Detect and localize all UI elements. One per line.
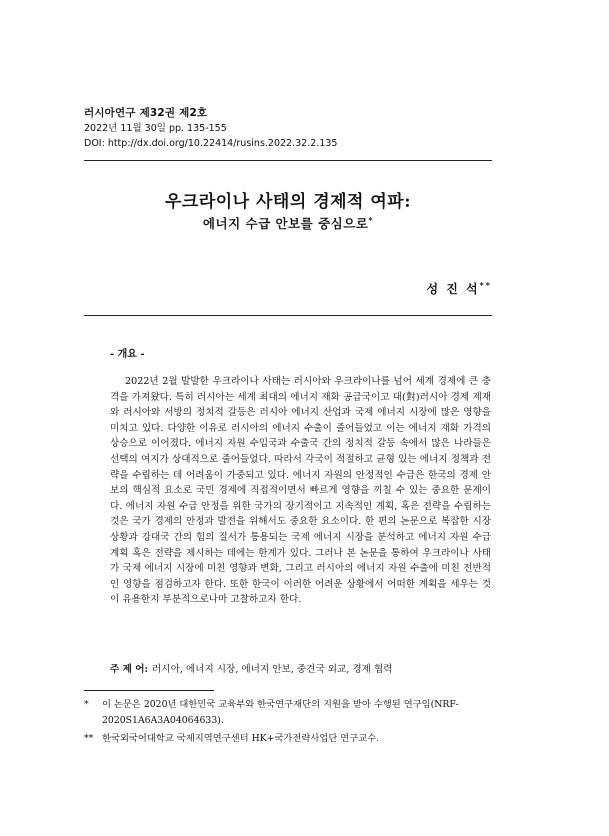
top-divider xyxy=(84,160,492,161)
abstract-body xyxy=(110,374,491,608)
footnote-divider xyxy=(84,690,214,691)
journal-name: 러시아연구 제32권 제2호 xyxy=(84,107,208,119)
footnote-affiliation xyxy=(84,731,494,747)
author-text: 성 진 석 xyxy=(426,282,480,296)
footnote-mark: * xyxy=(84,699,89,710)
abstract-paragraph: 2022년 2월 발발한 우크라이나 사태는 러시아와 우크라이나를 넘어 세계 경제에 큰 충격을 가져왔다. 특히 러시아는 세계 최대의 에너지 재화 공급국이고 대(對)러시아 경제 제재와 러시아와 서방의 정치적 갈등은 러시아 에너지 산업과 국제 에너지 시장에 많은 영향을 미치고 있다. 다양한 이유로 러시아의 에너지 수출이 줄어들었고 이는 에너지 재화 가격의 상승으로 이어졌다. 에너지 자원 수입국과 수출국 간의 정치적 갈등 속에서 많은 나라들은 선택의 여지가 상대적으로 줄어들었다. 따라서 각국이 적절하고 균형 있는 에너지 정책과 전략을 수립하는 데 어려움이 가중되고 있다. 에너지 자원의 안정적인 수급은 한국의 경제 안보의 핵심적 요소로 국민 경제에 직접적이면서 빠르게 영향을 끼칠 수 있는 중요한 문제이다. 에너지 자원 수급 안정을 위한 국가의 장기적이고 지속적인 계획, 혹은 전략을 수립하는 것은 국가 경제의 안정과 발전을 위해서도 중요한 요소이다. 한 편의 논문으로 복잡한 시장 상황과 강대국 간의 힘의 질서가 통용되는 국제 에너지 시장을 분석하고 에너지 자원 수급 계획 혹은 전략을 제시하는 데에는 한계가 있다. 그러나 본 논문을 통하여 우크라이나 사태가 국제 에너지 시장에 미친 영향과 변화, 그리고 러시아의 에너지 자원 수출에 미친 전반적인 영향을 점검하고자 한다. 또한 한국이 이러한 어려운 상황에서 어떠한 계획을 세우는 것이 유용한지 부분적으로나마 고찰하고자 한다. xyxy=(110,376,491,606)
keywords-list: 러시아, 에너지 시장, 에너지 안보, 중견국 외교, 경제 협력 xyxy=(152,664,393,675)
paper-subtitle xyxy=(84,214,492,232)
footnote-funding xyxy=(84,697,494,728)
footnote-mark: ** xyxy=(84,733,94,744)
doi-link[interactable]: DOI: http://dx.doi.org/10.22414/rusins.2022.32.2.135 xyxy=(84,138,338,149)
author-name xyxy=(426,280,492,297)
author-divider xyxy=(84,315,492,316)
subtitle-text: 에너지 수급 안보를 중심으로 xyxy=(202,216,369,231)
journal-header xyxy=(84,106,504,151)
author-footnote-mark: ** xyxy=(479,280,492,290)
footnote-text: 한국외국어대학교 국제지역연구센터 HK+국가전략사업단 연구교수. xyxy=(102,733,380,744)
footnote-text: 이 논문은 2020년 대한민국 교육부와 한국연구재단의 지원을 받아 수행된 연구임(NRF-2020S1A6A3A04064633). xyxy=(102,699,459,726)
publication-date-pages: 2022년 11월 30일 pp. 135-155 xyxy=(84,123,227,134)
keywords-label: 주 제 어: xyxy=(110,664,149,675)
paper-title: 우크라이나 사태의 경제적 여파: xyxy=(164,192,412,212)
keywords xyxy=(110,661,491,675)
abstract-heading: - 개요 - xyxy=(110,349,145,360)
footnotes xyxy=(84,697,494,750)
subtitle-footnote-mark: * xyxy=(368,214,374,225)
